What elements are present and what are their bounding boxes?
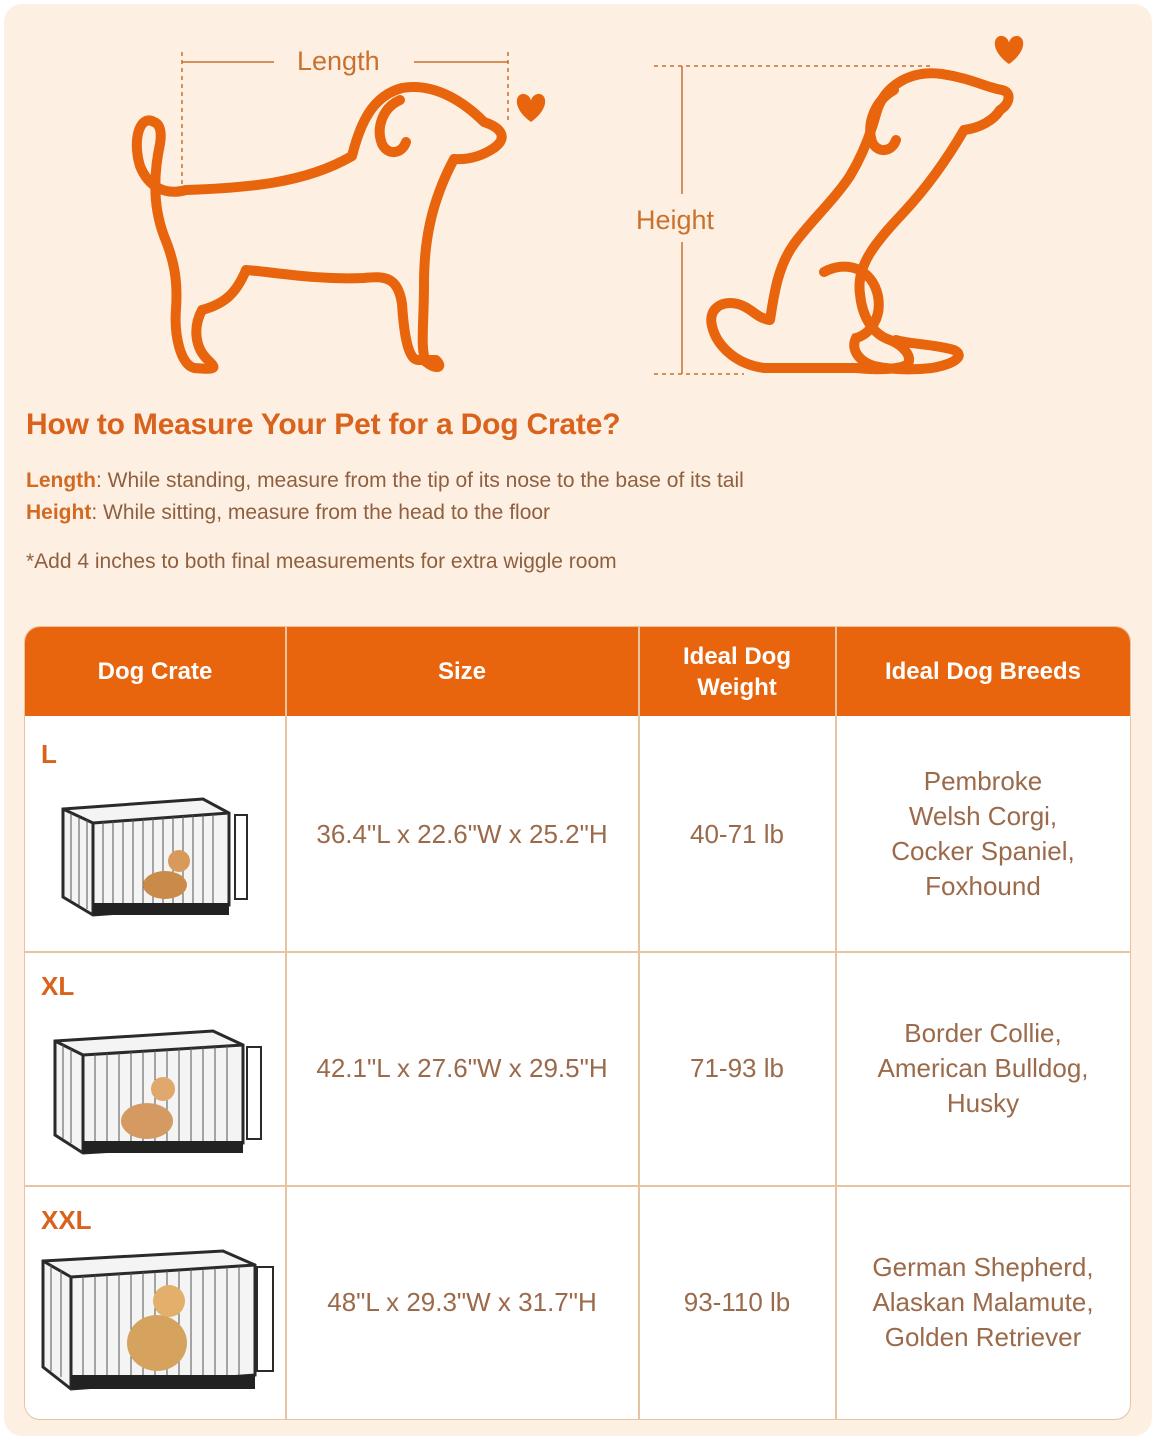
heart-icon: [517, 94, 545, 122]
height-term: Height: [26, 501, 92, 524]
header-size: Size: [437, 658, 487, 685]
breed-line: Cocker Spaniel,: [891, 836, 1075, 866]
breeds-cell: [836, 717, 1130, 951]
header-ideal-weight-line1: Ideal Dog: [682, 642, 791, 670]
header-ideal-weight-line2: Weight: [697, 673, 777, 701]
page-title: How to Measure Your Pet for a Dog Crate?: [26, 408, 621, 441]
measurement-illustration: [4, 4, 1152, 394]
crate-l-image: [53, 787, 249, 927]
length-term: Length: [26, 469, 96, 492]
standing-dog-icon: [137, 87, 502, 369]
height-instruction-text: : While sitting, measure from the head to the floor: [91, 501, 551, 524]
sitting-dog-ear-icon: [870, 90, 896, 150]
weight-cell: 71-93 lb: [690, 1053, 784, 1083]
breed-line: American Bulldog,: [877, 1053, 1089, 1083]
crate-xxl-image: [37, 1243, 277, 1399]
sitting-dog-icon: [711, 73, 1008, 369]
breed-line: Husky: [946, 1088, 1020, 1118]
header-ideal-weight: [639, 627, 835, 716]
sitting-dog-leg-icon: [824, 267, 959, 370]
breeds-cell: [836, 952, 1130, 1185]
heart-icon: [995, 36, 1023, 64]
crate-size-label: L: [41, 739, 57, 769]
height-instruction: [26, 501, 550, 525]
breeds-cell: [836, 1186, 1130, 1419]
breed-line: Pembroke: [923, 766, 1043, 796]
size-cell: 42.1"L x 27.6"W x 29.5"H: [316, 1053, 608, 1083]
breed-line: Alaskan Malamute,: [872, 1287, 1094, 1317]
breed-line: Border Collie,: [904, 1018, 1062, 1048]
header-ideal-breeds: Ideal Dog Breeds: [884, 658, 1082, 685]
wiggle-room-note: *Add 4 inches to both final measurements for extra wiggle room: [26, 550, 617, 573]
crate-size-label: XL: [41, 971, 75, 1001]
height-label: Height: [636, 205, 715, 235]
length-label: Length: [297, 46, 380, 76]
length-instruction: [26, 469, 744, 493]
header-dog-crate: Dog Crate: [97, 658, 213, 685]
product-infographic: [4, 4, 1152, 1436]
breed-line: German Shepherd,: [872, 1252, 1094, 1282]
breed-line: Golden Retriever: [884, 1322, 1082, 1352]
size-cell: 48"L x 29.3"W x 31.7"H: [327, 1287, 597, 1317]
crate-size-label: XXL: [41, 1205, 92, 1235]
crate-xl-image: [47, 1021, 265, 1165]
size-cell: 36.4"L x 22.6"W x 25.2"H: [316, 818, 608, 849]
weight-cell: 93-110 lb: [683, 1287, 791, 1317]
breed-line: Foxhound: [925, 871, 1041, 901]
length-instruction-text: : While standing, measure from the tip of its nose to the base of its tail: [95, 469, 744, 492]
standing-dog-ear-icon: [380, 100, 406, 152]
weight-cell: 40-71 lb: [690, 818, 784, 849]
size-chart-table: [24, 626, 1131, 1420]
breed-line: Welsh Corgi,: [908, 801, 1058, 831]
